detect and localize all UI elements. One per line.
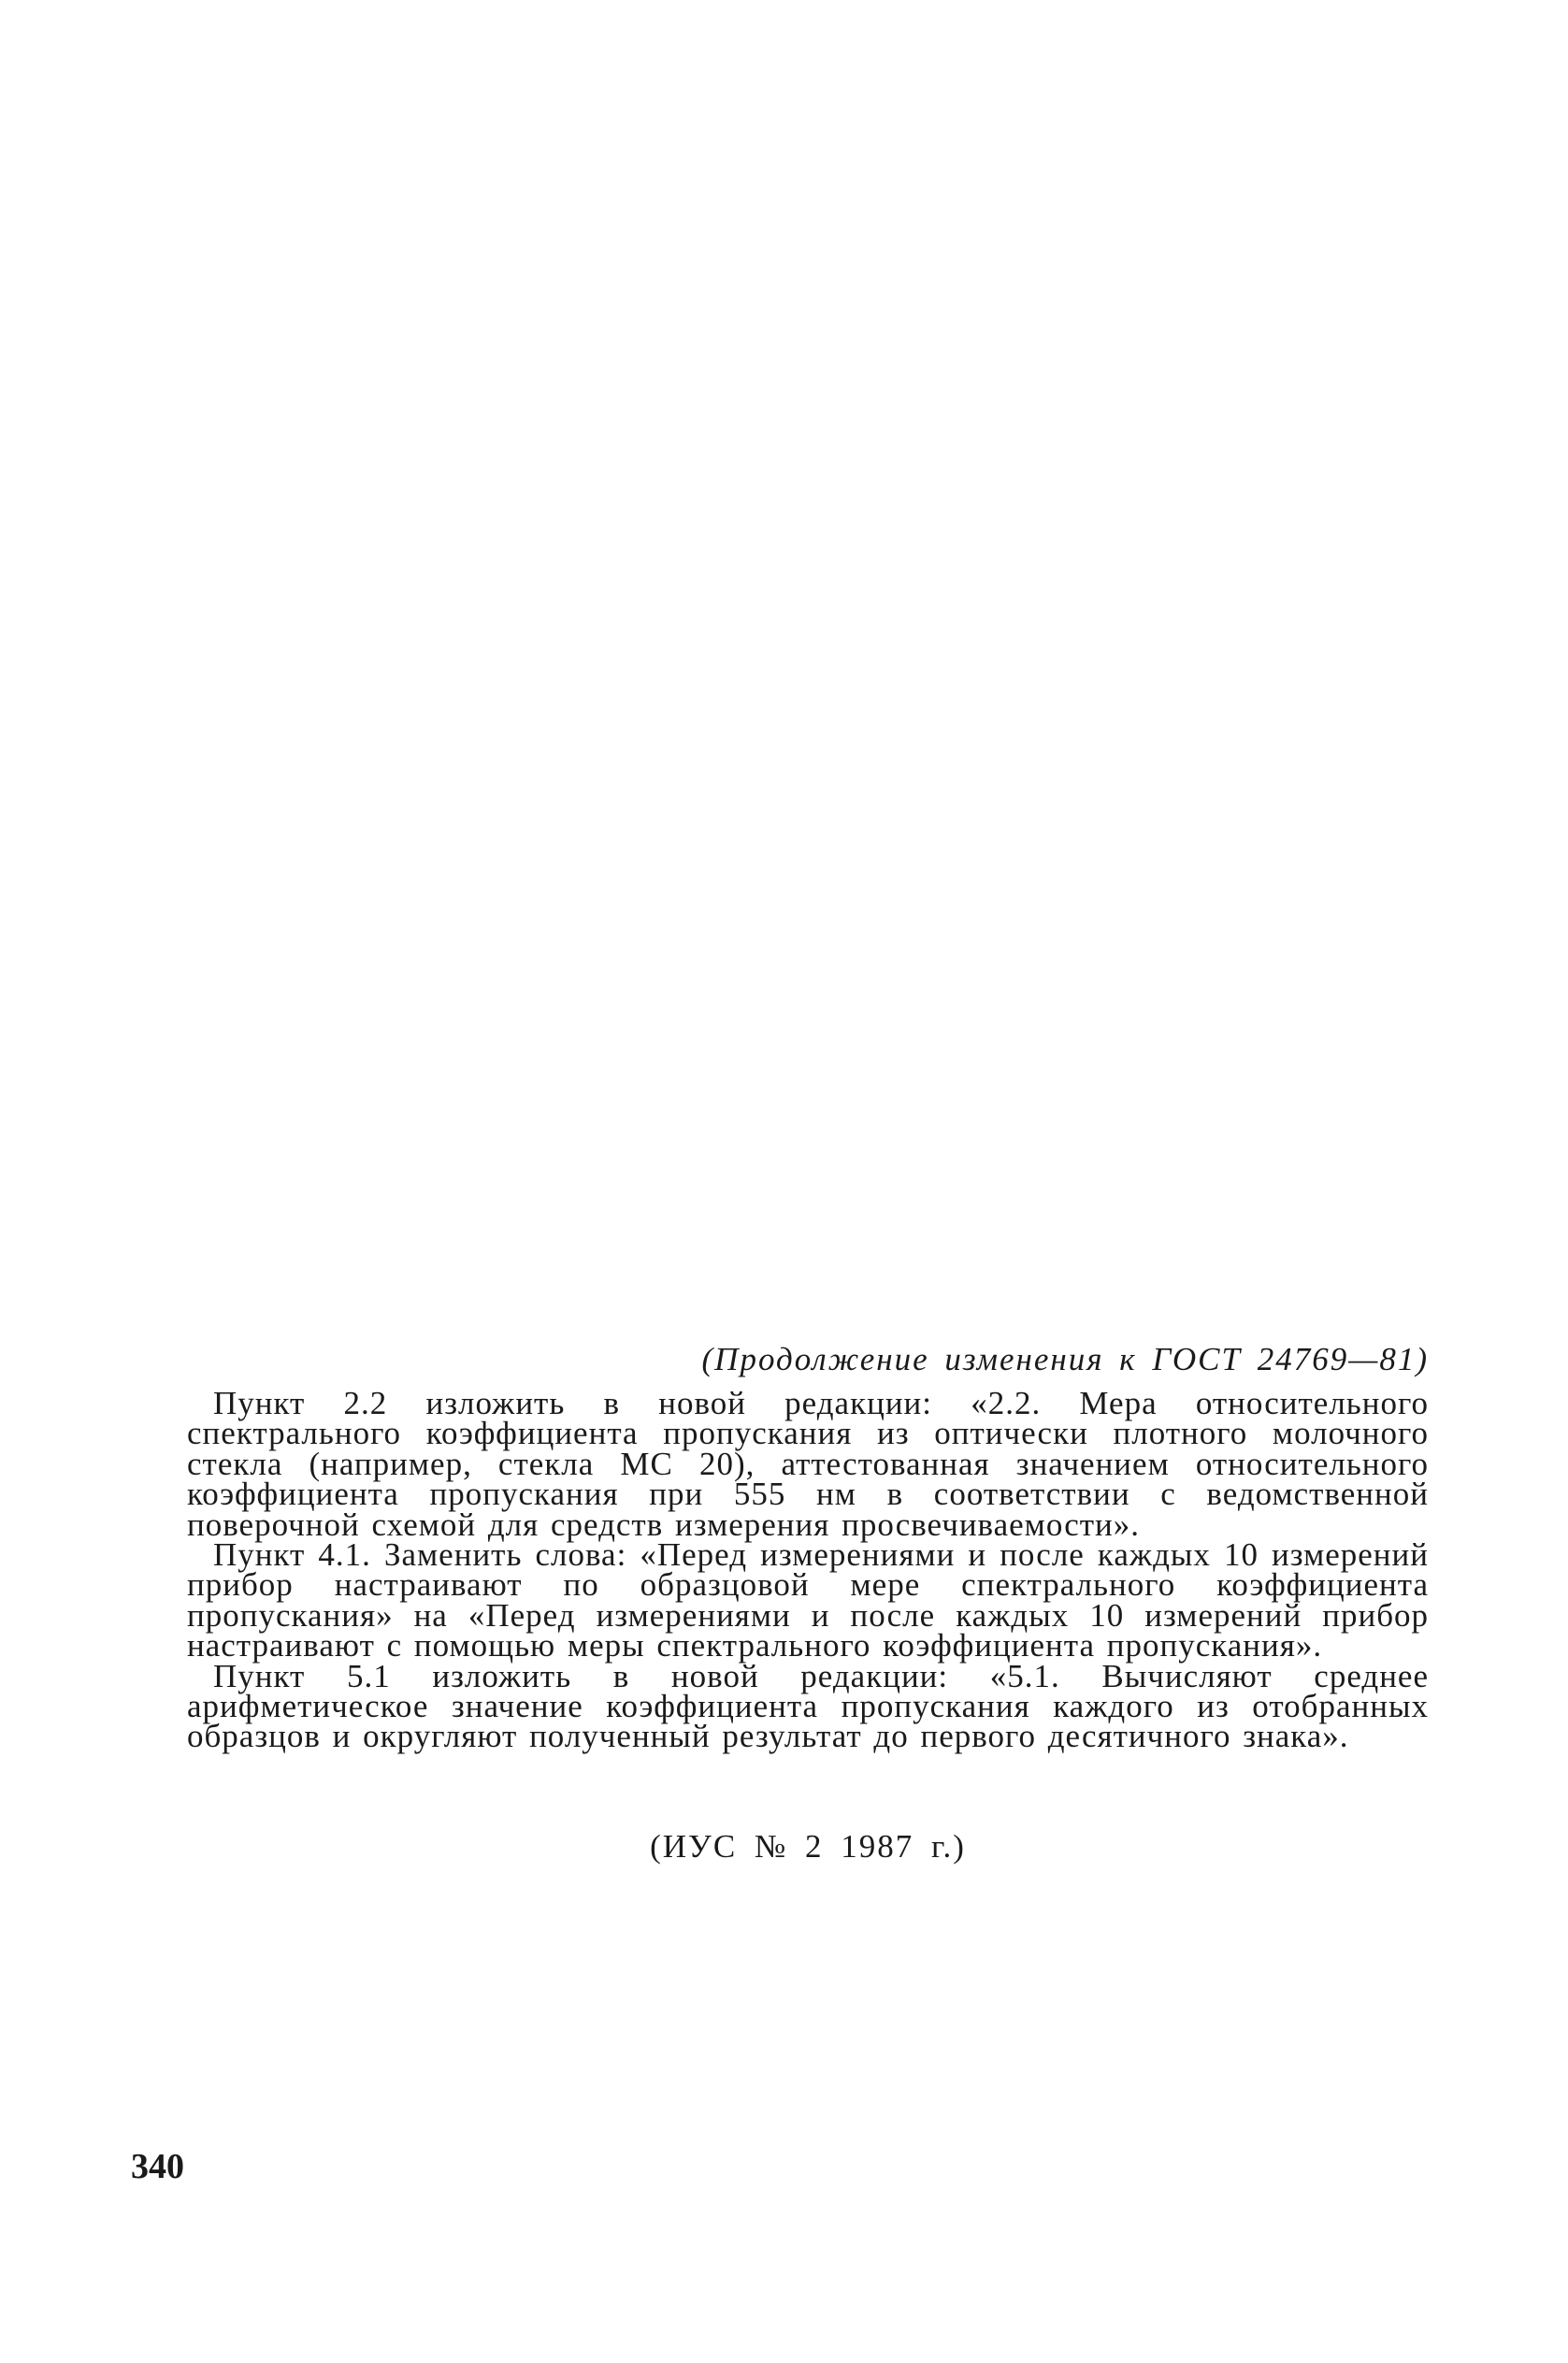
- source-note: (ИУС № 2 1987 г.): [650, 1828, 966, 1865]
- paragraph-point-2-2: Пункт 2.2 изложить в новой редакции: «2.2. Мера относительного спектрального коэффициента пропускания из оптически плотного молочного стекла (например, стекла МС 20), аттестованная значением относительного коэффициента пропускания при 555 нм в соответствии с ведомственной поверочной схемой для средств измерения просвечиваемости».: [187, 1385, 1429, 1543]
- paragraph-point-4-1: Пункт 4.1. Заменить слова: «Перед измерениями и после каждых 10 измерений прибор настраивают по образцовой мере спектрального коэффициента пропускания» на «Перед измерениями и после каждых 10 измерений прибор настраивают с помощью меры спектрального коэффициента пропускания».: [187, 1536, 1429, 1664]
- amendment-body: [187, 1385, 1429, 1755]
- paragraph-point-5-1: Пункт 5.1 изложить в новой редакции: «5.1. Вычисляют среднее арифметическое значение коэффициента пропускания каждого из отобранных образцов и округляют полученный результат до первого десятичного знака».: [187, 1657, 1429, 1755]
- page-number: 340: [131, 2147, 184, 2186]
- continuation-header: (Продолжение изменения к ГОСТ 24769—81): [701, 1341, 1429, 1377]
